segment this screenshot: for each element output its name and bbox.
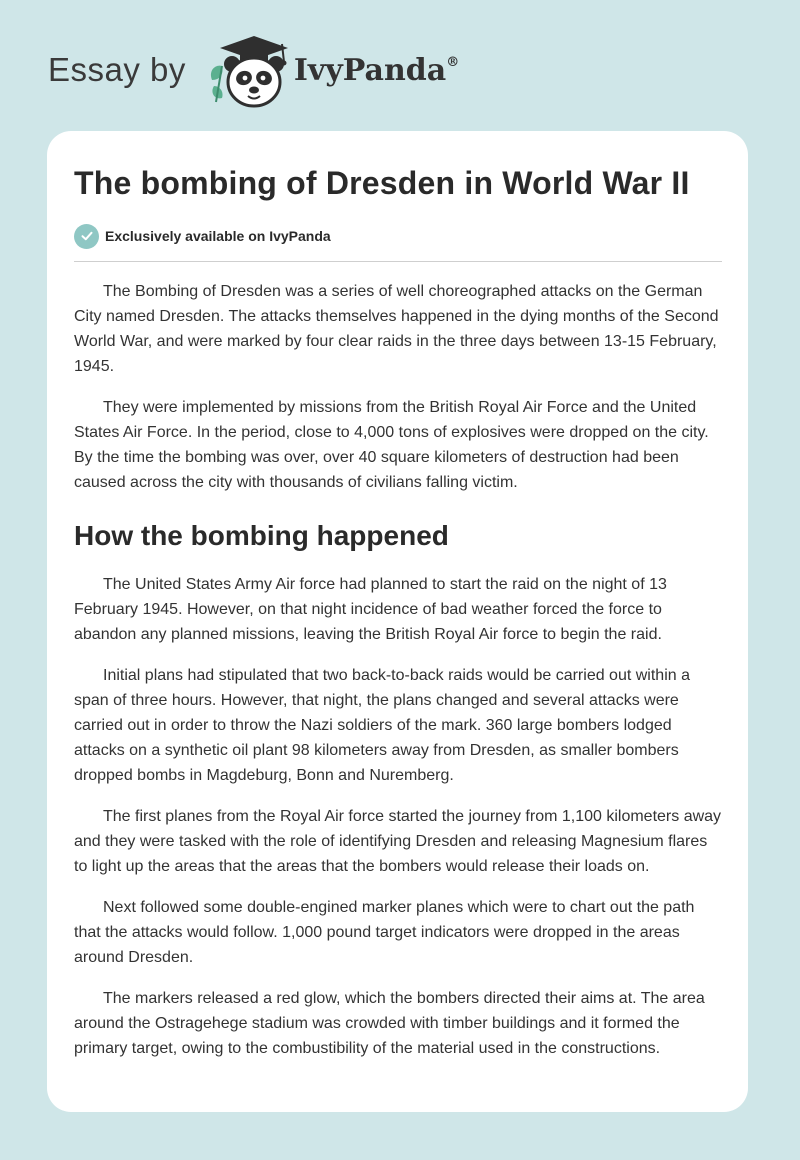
essay-card <box>47 131 748 1112</box>
paragraph: The markers released a red glow, which the bombers directed their aims at. The area around the Ostragehege stadium was crowded with timber buildings and it formed the primary target, owing to the combustibility of the material used in the constructions. <box>74 990 705 1057</box>
essay-by-label: Essay by <box>48 51 186 88</box>
brand-name[interactable]: IvyPanda® <box>293 52 460 88</box>
checkmark-icon <box>74 224 99 249</box>
paragraph: Initial plans had stipulated that two back-to-back raids would be carried out within a span of three hours. However, that night, the plans changed and several attacks were carried out in order to throw the Nazi soldiers of the mark. 360 large bombers lodged attacks on a synthetic oil plant 98 kilometers away from Dresden, as smaller bombers dropped bombs in Magdeburg, Bonn and Nuremberg. <box>74 667 690 784</box>
registered-mark: ® <box>446 54 460 70</box>
essay-title: The bombing of Dresden in World War II <box>74 165 690 201</box>
paragraph: The United States Army Air force had planned to start the raid on the night of 13 February 1945. However, on that night incidence of bad weather forced the force to abandon any planned missions, leaving the British Royal Air force to begin the raid. <box>74 576 667 643</box>
exclusive-badge <box>74 223 722 249</box>
site-header <box>48 30 459 110</box>
paragraph: The Bombing of Dresden was a series of well choreographed attacks on the German City named Dresden. The attacks themselves happened in the dying months of the Second World War, and were marked by four clear raids in the three days between 13-15 February, 1945. <box>74 283 719 375</box>
section-heading: How the bombing happened <box>74 520 449 551</box>
paragraph: They were implemented by missions from the British Royal Air Force and the United States Air Force. In the period, close to 4,000 tons of explosives were dropped on the city. By the time the bombing was over, over 40 square kilometers of destruction had been caused across the city with thousands of civilians falling victim. <box>74 399 709 491</box>
header-divider <box>74 261 722 262</box>
paragraph: Next followed some double-engined marker planes which were to chart out the path that the attacks would follow. 1,000 pound target indicators were dropped in the areas around Dresden. <box>74 899 695 966</box>
panda-logo-icon[interactable] <box>202 30 290 110</box>
paragraph: The first planes from the Royal Air force started the journey from 1,100 kilometers away and they were tasked with the role of identifying Dresden and releasing Magnesium flares to light up the areas that the areas that the bombers would release their loads on. <box>74 808 722 875</box>
essay-body <box>74 279 722 1061</box>
exclusive-label: Exclusively available on IvyPanda <box>105 228 331 244</box>
